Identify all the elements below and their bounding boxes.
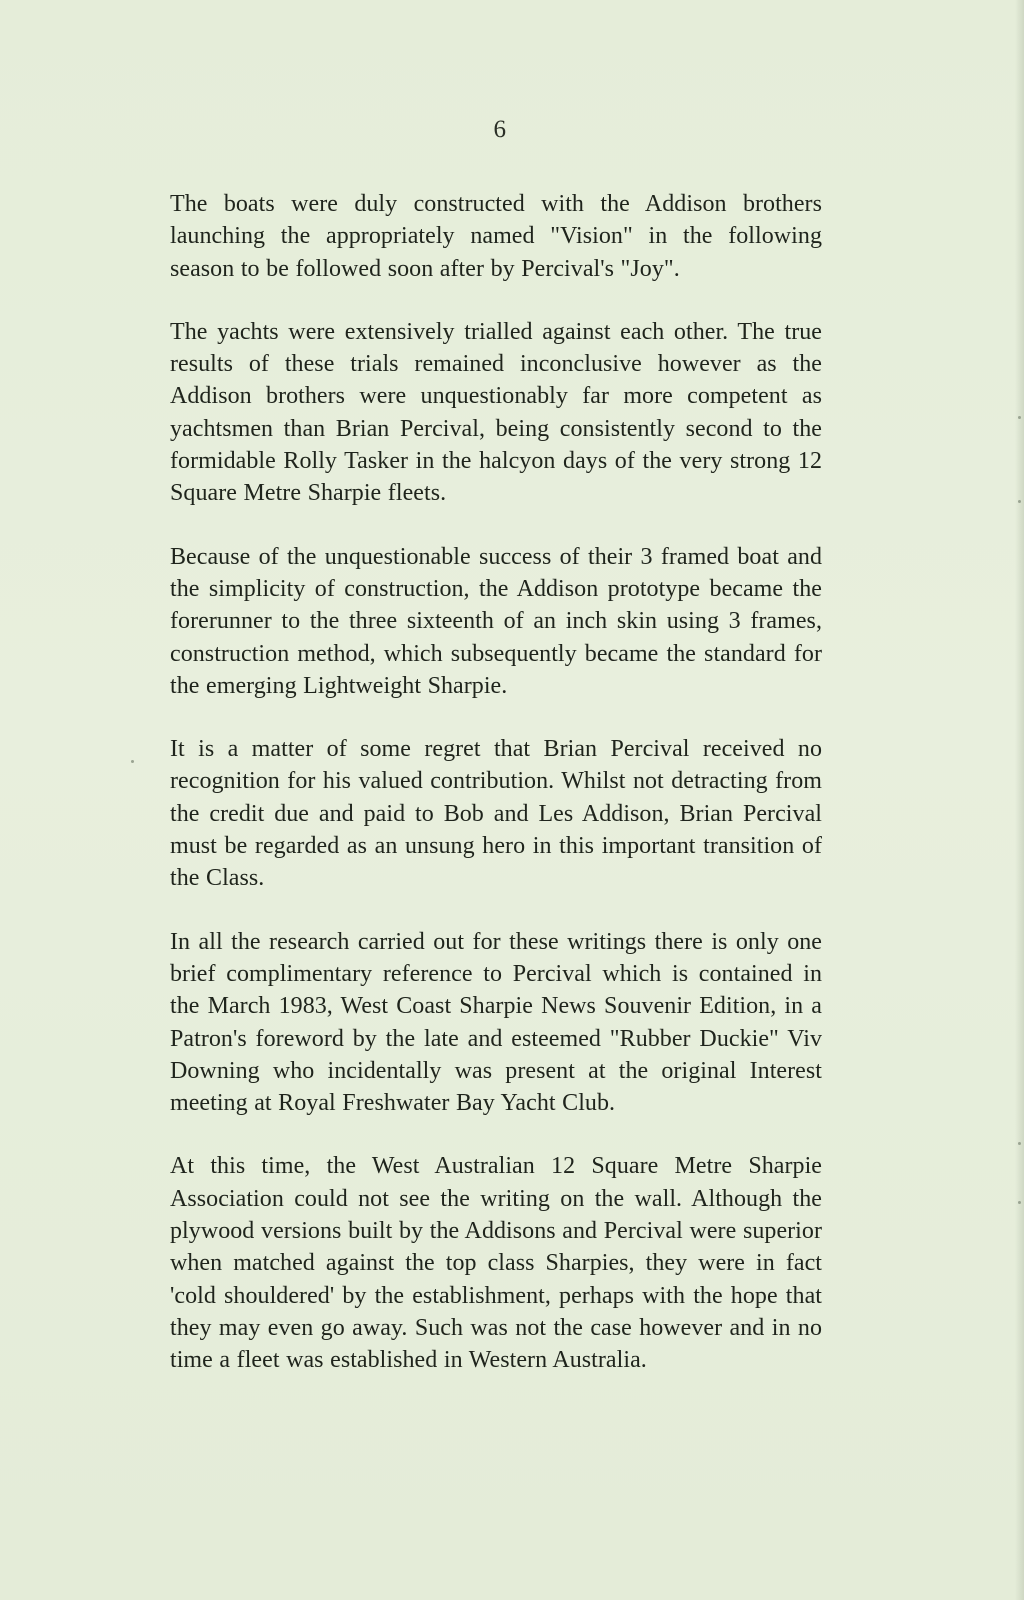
- scan-speck: [1018, 1201, 1021, 1204]
- paragraph-2: The yachts were extensively trialled against each other. The true results of these trials remained inconclusive however as the Addison brothers were unquestionably far more competent as yachtsmen than Brian Percival, being consistently second to the formidable Rolly Tasker in the halcyon days of the very strong 12 Square Metre Sharpie fleets.: [170, 318, 822, 507]
- scan-speck: [1018, 416, 1021, 419]
- scan-speck: [1018, 1142, 1021, 1145]
- paragraph-3: Because of the unquestionable success of their 3 framed boat and the simplicity of construction, the Addison prototype became the forerunner to the three sixteenth of an inch skin using 3 frames, construction method, which subsequently became the standard for the emerging Lightweight Sharpie.: [170, 543, 822, 699]
- page-number: 6: [493, 116, 507, 143]
- scan-speck: [131, 760, 134, 763]
- paragraph-6: At this time, the West Australian 12 Square Metre Sharpie Association could not see the writing on the wall. Although the plywood versions built by the Addisons and Percival were superior when matched against the top class Sharpies, they were in fact 'cold shouldered' by the establishment, perhaps with the hope that they may even go away. Such was not the case however and in no time a fleet was established in Western Australia.: [170, 1153, 822, 1374]
- paragraph-1: The boats were duly constructed with the Addison brothers launching the appropriately named "Vision" in the following season to be followed soon after by Percival's "Joy".: [170, 191, 822, 282]
- scan-speck: [1018, 500, 1021, 503]
- paragraph-5: In all the research carried out for these writings there is only one brief complimentary reference to Percival which is contained in the March 1983, West Coast Sharpie News Souvenir Edition, in a Patron's foreword by the late and esteemed "Rubber Duckie" Viv Downing who incidentally was present at the original Interest meeting at Royal Freshwater Bay Yacht Club.: [170, 928, 822, 1117]
- page-edge-shadow: [1015, 0, 1024, 1600]
- paragraph-4: It is a matter of some regret that Brian Percival received no recognition for his valued contribution. Whilst not detracting from the credit due and paid to Bob and Les Addison, Brian Percival must be regarded as an unsung hero in this important transition of the Class.: [170, 736, 822, 892]
- body-text: [170, 188, 822, 1408]
